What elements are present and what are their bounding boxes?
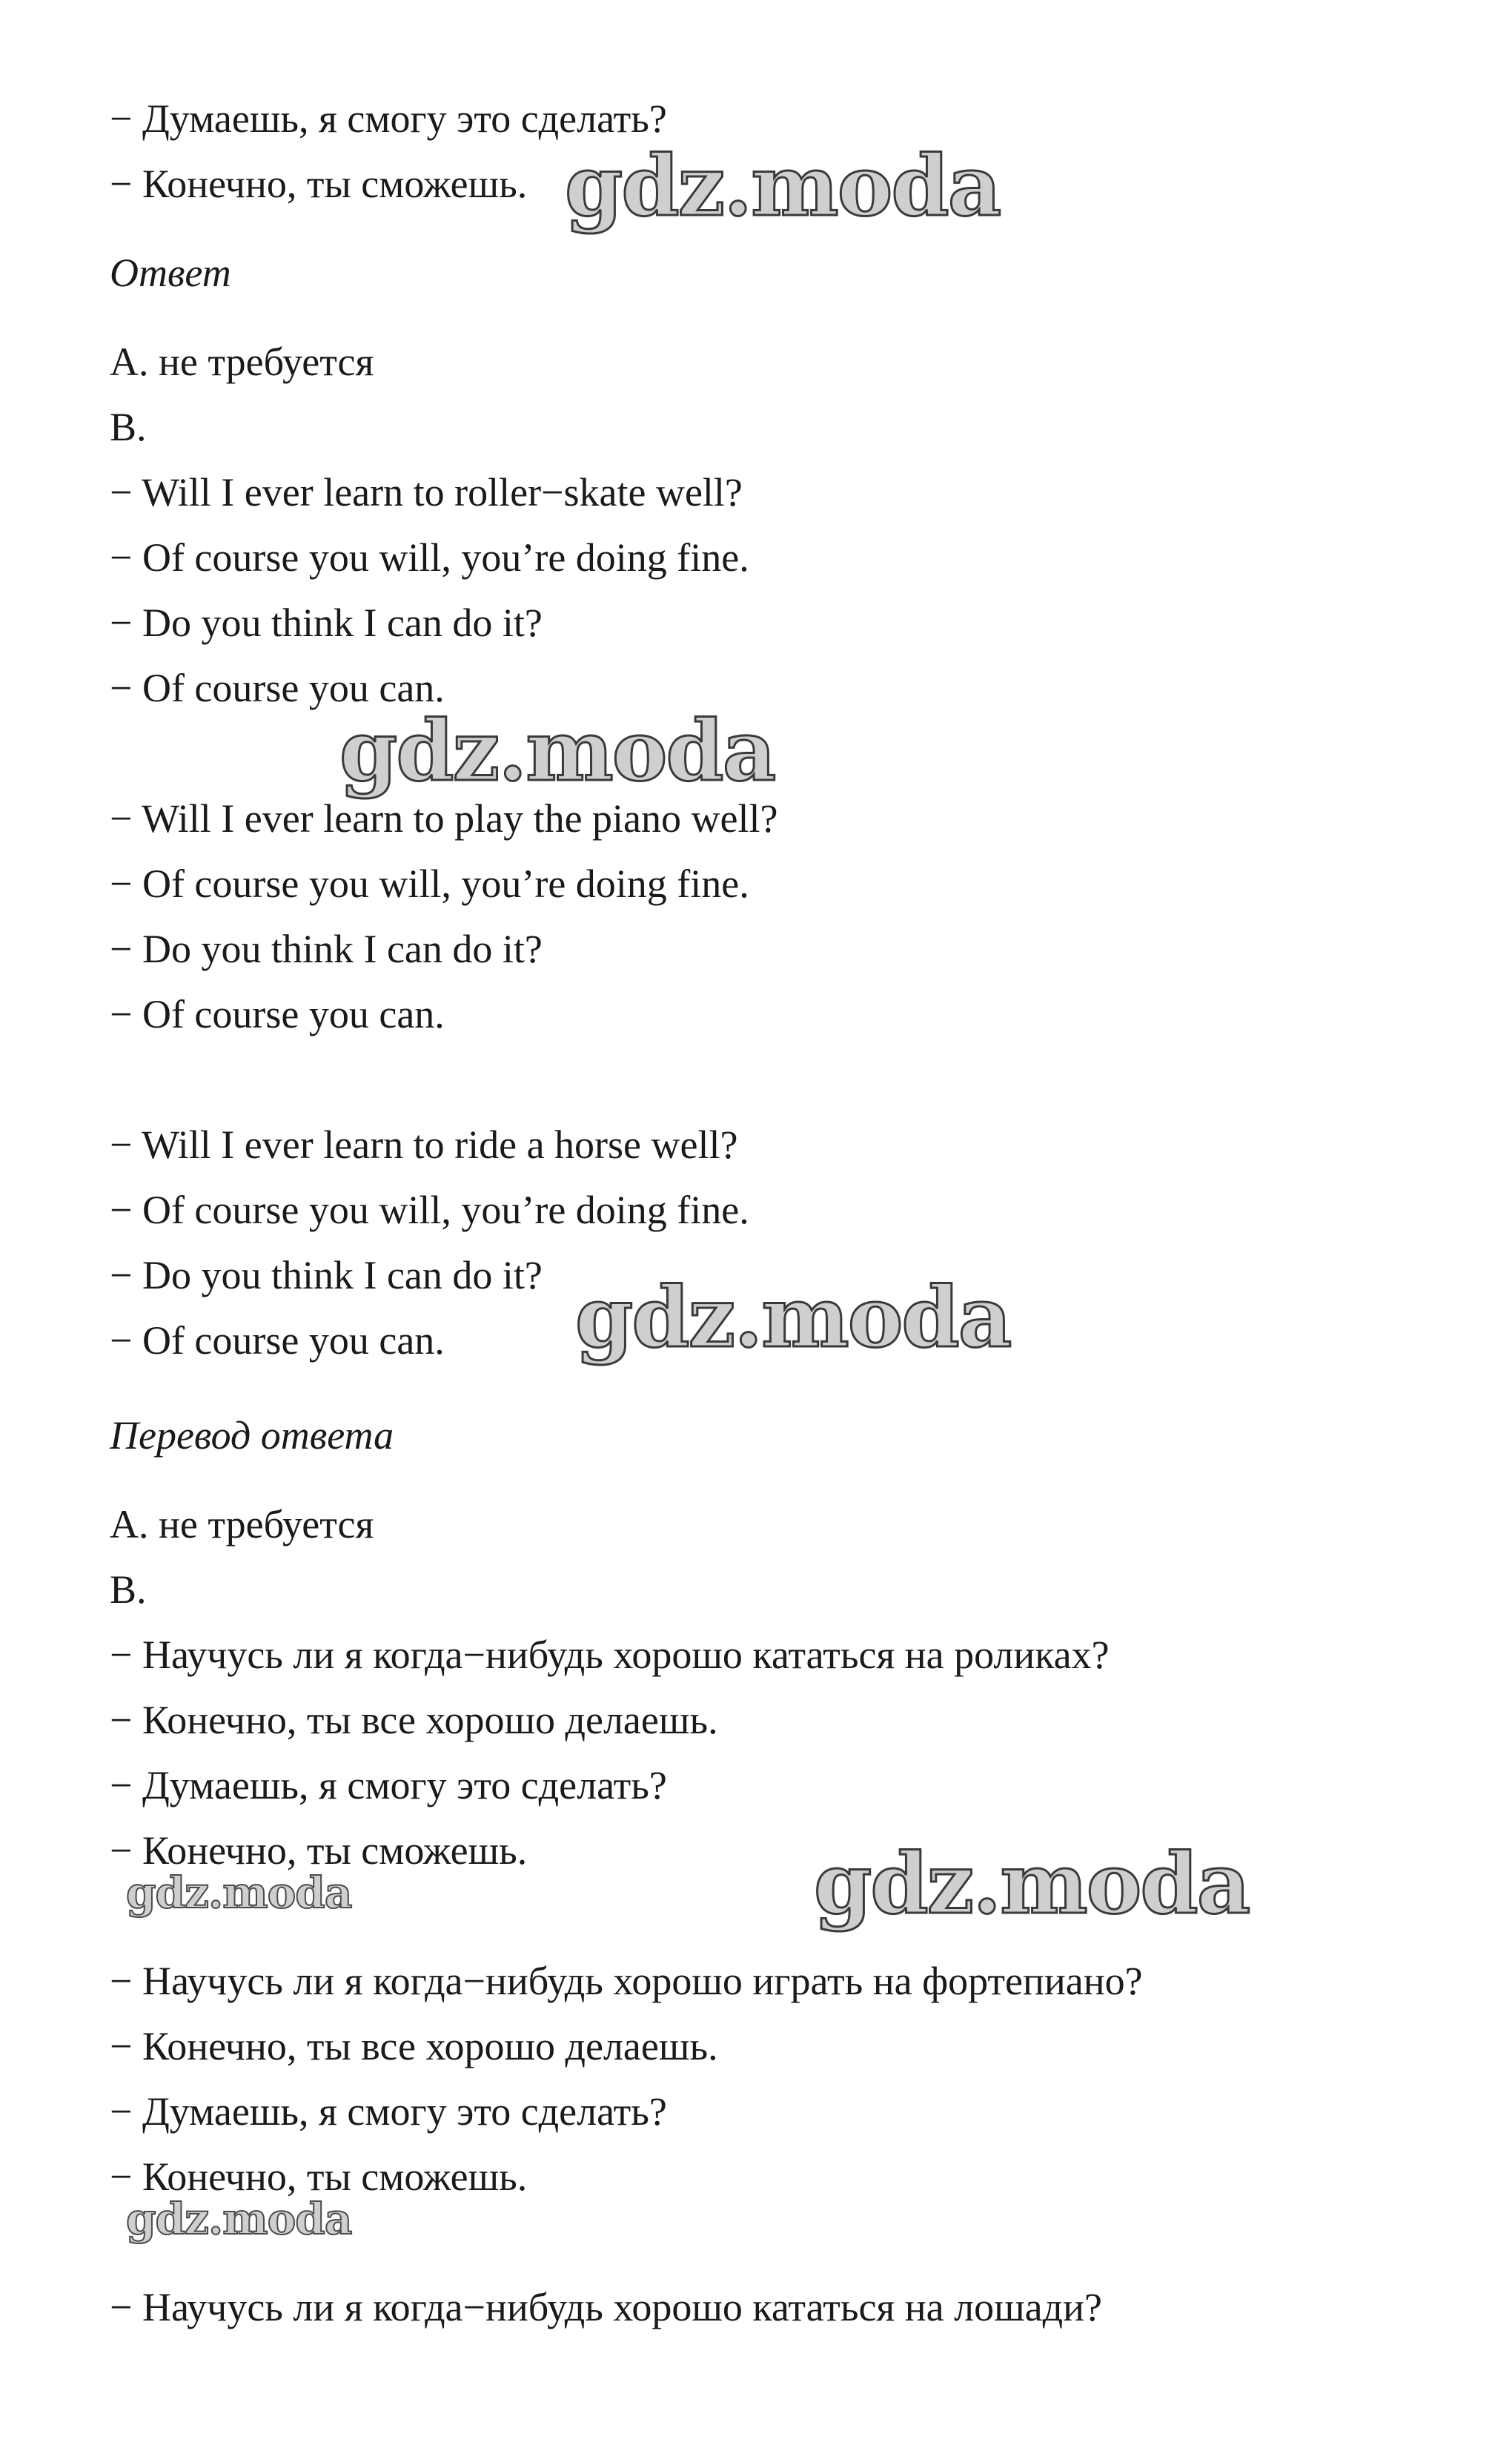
text-line: − Do you think I can do it? [110,927,543,971]
text-line: − Научусь ли я когда−нибудь хорошо кататься на лошади? [110,2285,1102,2329]
watermark-logo: gdz.moda [126,1868,352,1918]
text-line: − Do you think I can do it? [110,1253,543,1297]
text-line: − Will I ever learn to roller−skate well? [110,470,743,515]
watermark-logo: gdz.moda [814,1836,1250,1933]
text-line: − Of course you will, you’re doing fine. [110,1188,749,1232]
text-line: − Конечно, ты все хорошо делаешь. [110,1698,718,1742]
text-line: − Will I ever learn to play the piano well? [110,796,778,841]
text-line: − Конечно, ты все хорошо делаешь. [110,2024,718,2068]
text-line: − Do you think I can do it? [110,601,543,645]
text-line: − Конечно, ты сможешь. [110,2154,528,2199]
watermark-logo: gdz.moda [126,2194,352,2244]
text-line: − Of course you can. [110,992,445,1036]
text-line: − Of course you can. [110,666,445,710]
text-line: − Will I ever learn to ride a horse well? [110,1122,738,1167]
text-line: − Of course you will, you’re doing fine. [110,861,749,906]
text-line: − Of course you can. [110,1318,445,1363]
section-heading-answer: Ответ [110,251,231,295]
text-line: − Думаешь, я смогу это сделать? [110,2089,667,2134]
text-line: A. не требуется [110,1502,374,1547]
text-line: − Of course you will, you’re doing fine. [110,535,749,580]
text-line: − Конечно, ты сможешь. [110,1828,528,1873]
text-line: B. [110,405,147,449]
section-heading-translation: Перевод ответа [110,1413,394,1458]
watermark-logo: gdz.moda [575,1269,1011,1366]
text-line: B. [110,1567,147,1612]
text-line: − Думаешь, я смогу это сделать? [110,96,667,141]
text-line: A. не требуется [110,340,374,384]
text-line: − Думаешь, я смогу это сделать? [110,1763,667,1807]
watermark-logo: gdz.moda [339,703,775,800]
text-line: − Научусь ли я когда−нибудь хорошо играть на фортепиано? [110,1959,1143,2003]
text-line: − Научусь ли я когда−нибудь хорошо кататься на роликах? [110,1633,1110,1677]
watermark-logo: gdz.moda [565,138,1001,235]
text-line: − Конечно, ты сможешь. [110,162,528,206]
